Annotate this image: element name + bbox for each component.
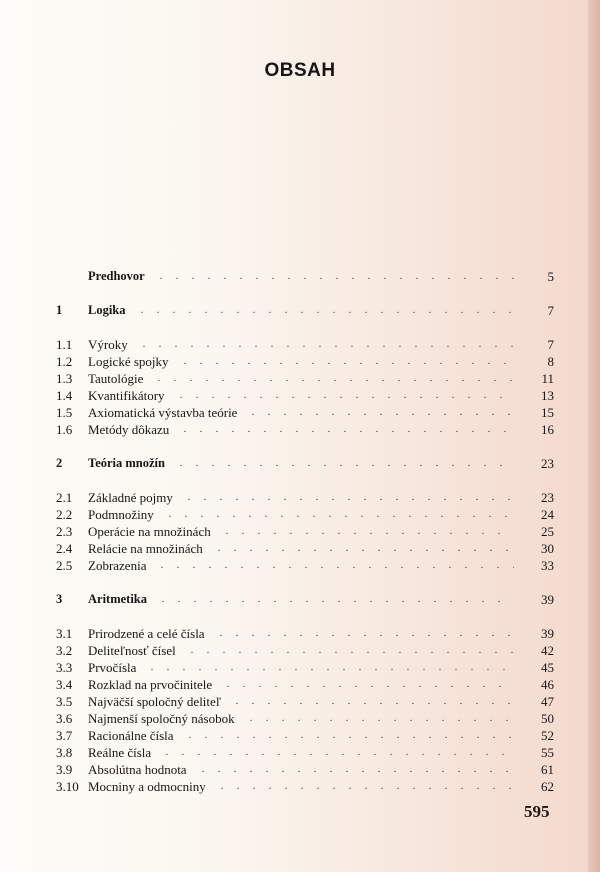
toc-section-entry xyxy=(56,421,554,438)
toc-section-entry xyxy=(56,642,554,659)
toc-section-entry xyxy=(56,710,554,727)
entry-page: 23 xyxy=(541,456,554,471)
entry-number: 3.8 xyxy=(56,745,73,760)
dot-leader: . . . . . . . . . . . . . . . . . . . . . xyxy=(183,355,507,367)
entry-page: 55 xyxy=(541,745,554,760)
entry-number: 1.4 xyxy=(56,388,73,403)
toc-section-entry xyxy=(56,370,554,387)
dot-leader: . . . . . . . . . . . . . . . . . xyxy=(251,406,511,418)
entry-title: Aritmetika xyxy=(88,592,148,606)
entry-title: Absolútna hodnota xyxy=(88,762,187,777)
entry-page: 16 xyxy=(541,422,554,437)
toc-section-entry xyxy=(56,387,554,404)
dot-leader: . . . . . . . . . . . . . . . . . . . . xyxy=(201,763,509,775)
entry-page: 39 xyxy=(541,626,554,641)
dot-leader: . . . . . . . . . . . . . . . . . . . xyxy=(219,627,511,639)
entry-number: 1 xyxy=(56,303,63,317)
entry-page: 8 xyxy=(547,354,554,369)
toc-section-entry xyxy=(56,523,554,540)
toc-section-entry xyxy=(56,727,554,744)
entry-title: Axiomatická výstavba teórie xyxy=(88,405,238,420)
entry-number: 3.7 xyxy=(56,728,73,743)
dot-leader: . . . . . . . . . . . . . . . . . xyxy=(249,712,509,724)
entry-title: Najmenší spoločný násobok xyxy=(88,711,235,726)
toc-section-entry xyxy=(56,506,554,523)
entry-page: 24 xyxy=(541,507,554,522)
entry-page: 42 xyxy=(541,643,554,658)
entry-page: 25 xyxy=(541,524,554,539)
entry-number: 2.5 xyxy=(56,558,73,573)
entry-page: 7 xyxy=(547,303,554,318)
entry-number: 1.1 xyxy=(56,337,73,352)
entry-number: 1.6 xyxy=(56,422,73,437)
entry-number: 3.1 xyxy=(56,626,73,641)
entry-page: 15 xyxy=(541,405,554,420)
entry-number: 3.10 xyxy=(56,779,79,794)
entry-page: 30 xyxy=(541,541,554,556)
entry-number: 2.4 xyxy=(56,541,73,556)
entry-number: 3.4 xyxy=(56,677,73,692)
entry-page: 33 xyxy=(541,558,554,573)
toc-section-entry xyxy=(56,744,554,761)
entry-title: Rozklad na prvočinitele xyxy=(88,677,213,692)
entry-page: 45 xyxy=(541,660,554,675)
entry-title: Mocniny a odmocniny xyxy=(88,779,206,794)
dot-leader: . . . . . . . . . . . . . . . . . . . . . xyxy=(183,423,507,435)
entry-number: 2.3 xyxy=(56,524,73,539)
entry-page: 13 xyxy=(541,388,554,403)
toc-section-entry xyxy=(56,540,554,557)
toc-chapter-entry xyxy=(56,455,554,472)
entry-title: Základné pojmy xyxy=(88,490,173,505)
entry-title: Podmnožiny xyxy=(88,507,154,522)
entry-page: 62 xyxy=(541,779,554,794)
page-number: 595 xyxy=(524,802,550,821)
entry-title: Tautológie xyxy=(88,371,144,386)
entry-number: 3.3 xyxy=(56,660,73,675)
entry-page: 46 xyxy=(541,677,554,692)
entry-title: Deliteľnosť čísel xyxy=(88,643,176,658)
dot-leader: . . . . . . . . . . . . . . . . . . . . . xyxy=(190,644,514,656)
toc-section-entry xyxy=(56,336,554,353)
entry-title: Výroky xyxy=(88,337,128,352)
toc-section-entry xyxy=(56,557,554,574)
entry-title: Logické spojky xyxy=(88,354,169,369)
entry-page: 61 xyxy=(541,762,554,777)
entry-number: 3.6 xyxy=(56,711,73,726)
toc-section-entry xyxy=(56,693,554,710)
entry-number: 2 xyxy=(56,456,63,470)
entry-title: Metódy dôkazu xyxy=(88,422,170,437)
entry-title: Prirodzené a celé čísla xyxy=(88,626,205,641)
toc-section-entry xyxy=(56,404,554,421)
dot-leader: . . . . . . . . . . . . . . . . . . . . . . xyxy=(159,270,499,282)
dot-leader: . . . . . . . . . . . . . . . . . . xyxy=(235,695,511,707)
entry-number: 1.3 xyxy=(56,371,73,386)
entry-title: Predhovor xyxy=(88,269,145,283)
entry-number: 3.9 xyxy=(56,762,73,777)
entry-number: 2.2 xyxy=(56,507,73,522)
dot-leader: . . . . . . . . . . . . . . . . . . . . . xyxy=(188,729,512,741)
entry-page: 47 xyxy=(541,694,554,709)
dot-leader: . . . . . . . . . . . . . . . . . . xyxy=(226,678,502,690)
toc-section-entry xyxy=(56,625,554,642)
toc-section-entry xyxy=(56,676,554,693)
dot-leader: . . . . . . . . . . . . . . . . . . . xyxy=(220,780,512,792)
dot-leader: . . . . . . . . . . . . . . . . . . xyxy=(225,525,501,537)
entry-number: 1.2 xyxy=(56,354,73,369)
dot-leader: . . . . . . . . . . . . . . . . . . . . . xyxy=(187,491,511,503)
dot-leader: . . . . . . . . . . . . . . . . . . . . . . . xyxy=(157,372,513,384)
entry-title: Logika xyxy=(88,303,126,317)
entry-number: 2.1 xyxy=(56,490,73,505)
entry-title: Kvantifikátory xyxy=(88,388,165,403)
entry-page: 5 xyxy=(547,269,554,284)
entry-title: Zobrazenia xyxy=(88,558,147,573)
entry-title: Racionálne čísla xyxy=(88,728,174,743)
dot-leader: . . . . . . . . . . . . . . . . . . . . . . xyxy=(160,559,500,571)
entry-number: 3 xyxy=(56,592,63,606)
page-edge xyxy=(588,0,600,872)
entry-title: Operácie na množinách xyxy=(88,524,211,539)
dot-leader: . . . . . . . . . . . . . . . . . . . . . . . . xyxy=(140,304,512,316)
entry-title: Reálne čísla xyxy=(88,745,152,760)
entry-number: 1.5 xyxy=(56,405,73,420)
page-title: OBSAH xyxy=(264,60,336,81)
toc-section-entry xyxy=(56,761,554,778)
entry-number: 3.2 xyxy=(56,643,73,658)
toc-chapter-entry xyxy=(56,268,554,285)
dot-leader: . . . . . . . . . . . . . . . . . . . . . xyxy=(179,457,503,469)
toc-chapter-entry xyxy=(56,302,554,319)
table-of-contents xyxy=(56,268,554,795)
entry-title: Prvočísla xyxy=(88,660,137,675)
dot-leader: . . . . . . . . . . . . . . . . . . . . . . . xyxy=(150,661,506,673)
toc-section-entry xyxy=(56,778,554,795)
entry-title: Relácie na množinách xyxy=(88,541,203,556)
entry-page: 11 xyxy=(541,371,554,386)
entry-page: 50 xyxy=(541,711,554,726)
entry-title: Teória množín xyxy=(88,456,165,470)
entry-page: 23 xyxy=(541,490,554,505)
dot-leader: . . . . . . . . . . . . . . . . . . . . . . xyxy=(161,593,501,605)
entry-page: 52 xyxy=(541,728,554,743)
entry-page: 39 xyxy=(541,592,554,607)
toc-section-entry xyxy=(56,353,554,370)
toc-section-entry xyxy=(56,659,554,676)
dot-leader: . . . . . . . . . . . . . . . . . . . . . . xyxy=(168,508,508,520)
toc-section-entry xyxy=(56,489,554,506)
toc-chapter-entry xyxy=(56,591,554,608)
dot-leader: . . . . . . . . . . . . . . . . . . . . . . xyxy=(165,746,505,758)
entry-number: 3.5 xyxy=(56,694,73,709)
dot-leader: . . . . . . . . . . . . . . . . . . . . . xyxy=(179,389,503,401)
dot-leader: . . . . . . . . . . . . . . . . . . . xyxy=(217,542,509,554)
entry-page: 7 xyxy=(547,337,554,352)
entry-title: Najväčší spoločný deliteľ xyxy=(88,694,222,709)
dot-leader: . . . . . . . . . . . . . . . . . . . . . . . . xyxy=(142,338,514,350)
